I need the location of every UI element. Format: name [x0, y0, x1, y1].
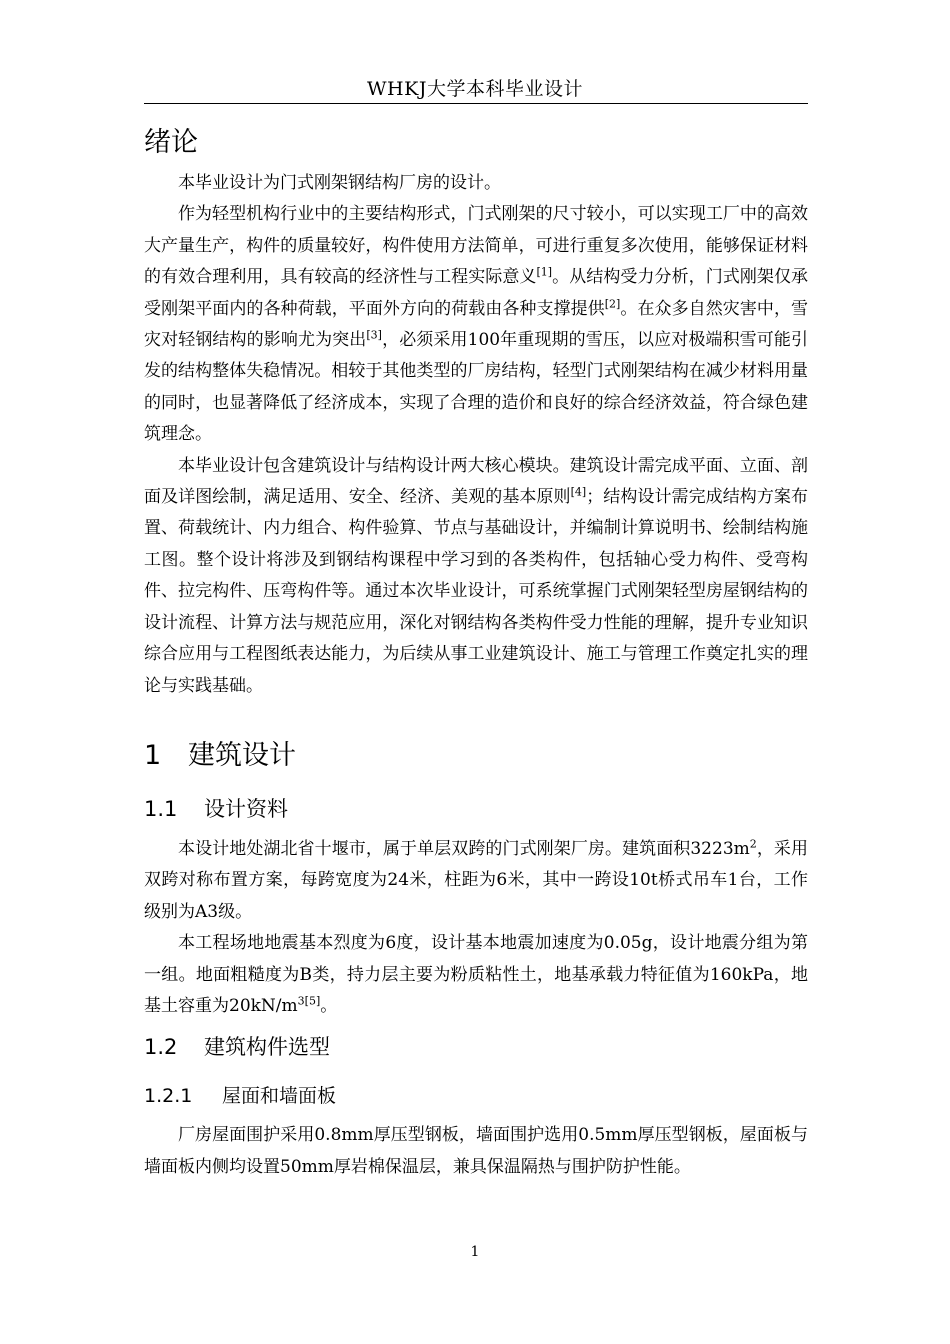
intro-p3-text-b: ；结构设计需完成结构方案布置、荷载统计、内力组合、构件验算、节点与基础设计，并编制计算说明书、绘制结构施工图。整个设计将涉及到钢结构课程中学习到的各类构件，包括轴心受力构件、受弯构件、拉完构件、压弯构件等。通过本次毕业设计，可系统掌握门式刚架轻型房屋钢结构的设计流程、计算方法与规范应用，深化对钢结构各类构件受力性能的理解，提升专业知识综合应用与工程图纸表达能力，为后续从事工业建筑设计、施工与管理工作奠定扎实的理论与实践基础。	[144, 487, 808, 696]
intro-p2-text-b: 。从结构受力分析，门式刚架仅承受刚架平面内的各种荷载，平面外方向的荷载由各种支撑提供	[144, 267, 809, 319]
section-1-2-1-title: 屋面和墙面板	[222, 1085, 337, 1108]
chapter-1-title: 建筑设计	[188, 739, 296, 771]
s11-p1-text-a: 本设计地处湖北省十堰市，属于单层双跨的门式刚架厂房。建筑面积3223m	[178, 838, 750, 859]
section-1-1-title: 设计资料	[204, 796, 288, 821]
s121-p1-text: 厂房屋面围护采用0.8mm厚压型钢板，墙面围护选用0.5mm厚压型钢板，屋面板与墙面板内侧均设置50mm厚岩棉保温层，兼具保温隔热与围护防护性能。	[144, 1125, 808, 1177]
section-1-1-paragraph-1	[144, 834, 808, 928]
superscript-volume-unit: 3	[297, 994, 305, 1008]
superscript-volume-and-ref	[298, 994, 321, 1007]
section-1-2-1-number: 1.2.1	[144, 1085, 193, 1108]
citation-ref-2: [2]	[604, 296, 621, 310]
citation-ref-1: [1]	[536, 265, 553, 279]
page-number: 1	[470, 1244, 480, 1260]
section-1-2-1-heading	[144, 1072, 808, 1120]
intro-heading: 绪论	[144, 127, 198, 158]
intro-paragraph-2	[144, 199, 808, 450]
running-header-title: WHKJ大学本科毕业设计	[367, 78, 583, 100]
intro-p2-text-d: ，必须采用100年重现期的雪压，以应对极端积雪可能引发的结构整体失稳情况。相较于其他类型的厂房结构，轻型门式刚架结构在减少材料用量的同时，也显著降低了经济成本，实现了合理的造价和良好的综合经济效益，符合绿色建筑理念。	[144, 330, 808, 445]
intro-p2-text-a: 作为轻型机构行业中的主要结构形式，门式刚架的尺寸较小，可以实现工厂中的高效大产量生产，构件的质量较好，构件使用方法简单，可进行重复多次使用，能够保证材料的有效合理利用，具有较高的经济性与工程实际意义	[144, 204, 808, 288]
body-content	[144, 118, 808, 1183]
intro-paragraph-3	[144, 451, 808, 702]
section-1-1-heading	[144, 784, 808, 834]
section-1-2-1-paragraph-1	[144, 1120, 808, 1183]
intro-p2-text-c: 。在众多自然灾害中，雪灾对轻钢结构的影响尤为突出	[144, 298, 809, 351]
section-1-2-title: 建筑构件选型	[204, 1035, 330, 1060]
s11-p2-text-a: 本工程场地地震基本烈度为6度，设计基本地震加速度为0.05g，设计地震分组为第一组。地面粗糙度为B类，持力层主要为粉质粘性土，地基承载力特征值为160kPa，地基土容重为20kN/m	[144, 933, 808, 1016]
intro-p1-text: 本毕业设计为门式刚架钢结构厂房的设计。	[178, 173, 501, 193]
citation-ref-3: [3]	[366, 328, 382, 342]
chapter-1-number: 1	[144, 739, 162, 771]
intro-paragraph-1	[144, 168, 808, 199]
citation-ref-4: [4]	[570, 485, 587, 499]
section-1-2-number: 1.2	[144, 1035, 178, 1060]
chapter-1-heading	[144, 728, 808, 784]
section-1-1-paragraph-2	[144, 928, 808, 1022]
section-1-2-heading	[144, 1022, 808, 1072]
intro-p3-text-a: 本毕业设计包含建筑设计与结构设计两大核心模块。建筑设计需完成平面、立面、剖面及详图绘制，满足适用、安全、经济、美观的基本原则	[144, 455, 808, 508]
superscript-area-unit: 2	[749, 837, 757, 851]
section-1-1-number: 1.1	[144, 796, 178, 821]
citation-ref-5: [5]	[304, 994, 321, 1008]
header-divider	[144, 103, 808, 104]
s11-p1-text-b: ，采用双跨对称布置方案，每跨宽度为24米，柱距为6米，其中一跨设10t桥式吊车1台，工作级别为A3级。	[144, 838, 809, 922]
s11-p2-text-b: 。	[320, 995, 338, 1016]
